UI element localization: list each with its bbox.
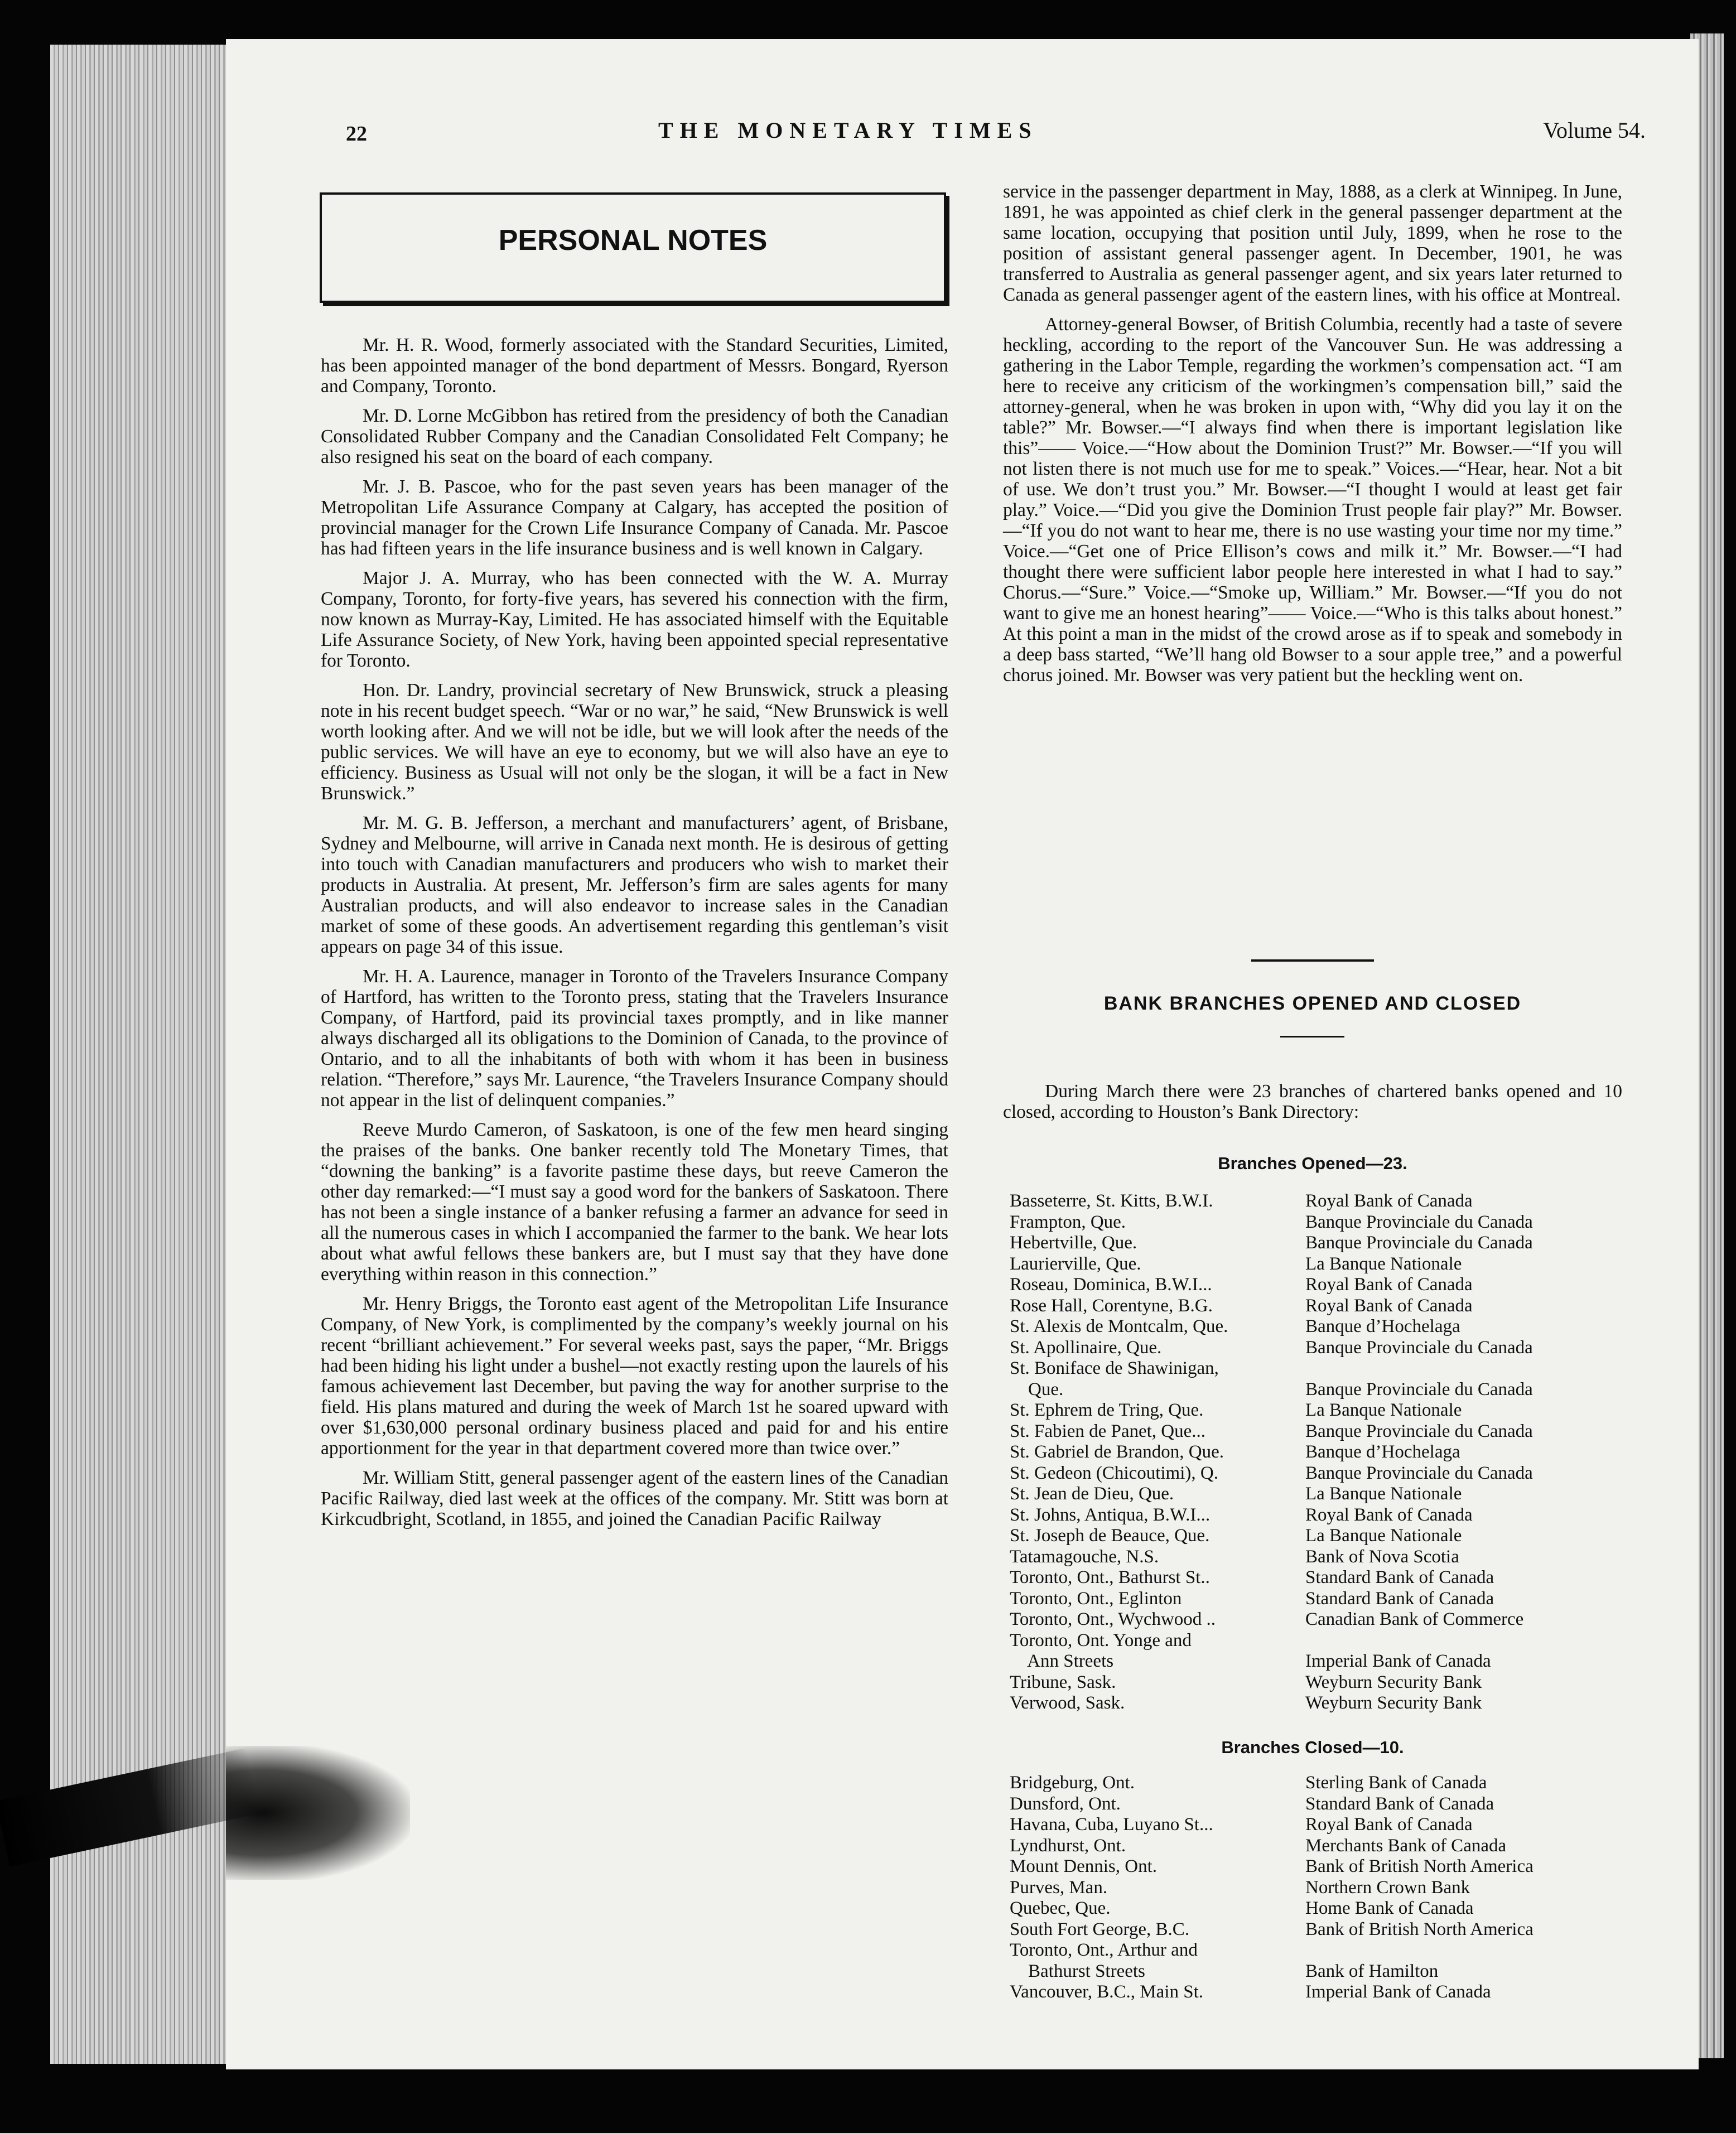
branch-row — [1010, 1233, 1690, 1254]
branch-place: St. Alexis de Montcalm, Que. — [1010, 1316, 1228, 1336]
branch-bank: Banque Provinciale du Canada — [1305, 1212, 1533, 1232]
note-paragraph: Mr. M. G. B. Jefferson, a merchant and manufacturers’ agent, of Brisbane, Sydney and Melbourne, will arrive in Canada next month. He is desirous of getting into touch with Canadian manufacturers and producers who wish to market their products in Australia. At present, Mr. Jefferson’s firm are sales agents for many Australian products, and will also endeavor to increase sales in the Canadian market of some of these goods. An advertisement regarding this gentleman’s visit appears on page 34 of this issue. — [321, 813, 948, 957]
personal-notes-heading: PERSONAL NOTES — [498, 224, 768, 257]
branch-bank: Bank of British North America — [1305, 1856, 1534, 1876]
branch-bank — [1305, 1940, 1690, 1961]
branches-closed-list — [1010, 1773, 1690, 2003]
branch-place: Purves, Man. — [1010, 1877, 1108, 1898]
note-paragraph: Hon. Dr. Landry, provincial secretary of New Brunswick, struck a pleasing note in his recent budget speech. “War or no war,” he said, “New Brunswick is well worth looking after. And we will not be idle, but we will look after the needs of the public services. We will have an eye to economy, but we will also have an eye to efficiency. Business as Usual will not only be the slogan, it will be a fact in New Brunswick.” — [321, 680, 948, 804]
note-paragraph: Mr. J. B. Pascoe, who for the past seven years has been manager of the Metropolitan Life Assurance Company at Calgary, has accepted the position of provincial manager for the Crown Life Insurance Company of Canada. Mr. Pascoe has had fifteen years in the life insurance business and is well known in Calgary. — [321, 476, 948, 559]
branch-row — [1010, 1421, 1690, 1442]
branch-place: Lyndhurst, Ont. — [1010, 1835, 1126, 1856]
branch-row — [1010, 1940, 1690, 1961]
branch-bank: Banque Provinciale du Canada — [1305, 1337, 1533, 1358]
branch-row — [1010, 1836, 1690, 1857]
branch-bank: Banque Provinciale du Canada — [1305, 1233, 1533, 1253]
branch-row — [1010, 1547, 1690, 1568]
branch-place: Frampton, Que. — [1010, 1212, 1126, 1232]
note-paragraph: Attorney-general Bowser, of British Columbia, recently had a taste of severe heckling, according to the report of the Vancouver Sun. He was addressing a gathering in the Labor Temple, regarding the workmen’s compensation act. “I am here to receive any criticism of the workingmen’s compensation bill,” said the attorney-general, when he was broken in upon with, “Why did you lay it on the table?” Mr. Bowser.—“I always find when there is important legislation like this”—— Voice.—“How about the Dominion Trust?” Mr. Bowser.—“If you will not listen there is not much use for me to speak.” Voices.—“Hear, hear. Not a bit of use. We don’t trust you.” Mr. Bowser.—“I thought I would at least get fair play.” Voice.—“Did you give the Dominion Trust people fair play?” Mr. Bowser.—“If you do not want to hear me, there is no use wasting your time nor my time.” Voice.—“Get one of Price Ellison’s cows and milk it.” Mr. Bowser.—“I had thought there were sufficient labor people here interested in what I had to say.” Chorus.—“Sure.” Voice.—“Smoke up, William.” Mr. Bowser.—“If you do not want to give me an honest hearing”—— Voice.—“Who is this talks about honest.” At this point a man in the midst of the crowd arose as if to speak and somebody in a deep bass started, “We’ll hang old Bowser to a sour apple tree,” and a powerful chorus joined. Mr. Bowser was very patient but the heckling went on. — [1003, 314, 1622, 686]
branch-bank: Weyburn Security Bank — [1305, 1672, 1482, 1692]
branch-row — [1010, 1794, 1690, 1815]
section-divider — [1251, 959, 1374, 962]
branch-row — [1010, 1379, 1690, 1401]
branch-row — [1010, 1400, 1690, 1421]
branch-bank: La Banque Nationale — [1305, 1484, 1462, 1504]
note-paragraph: Mr. D. Lorne McGibbon has retired from the presidency of both the Canadian Consolidated Rubber Company and the Canadian Consolidated Felt Company; he also resigned his seat on the board of each company. — [321, 406, 948, 467]
branch-place: Bathurst Streets — [1010, 1961, 1145, 1981]
left-column — [321, 335, 948, 1538]
note-paragraph: Reeve Murdo Cameron, of Saskatoon, is one of the few men heard singing the praises of the banks. One banker recently told The Monetary Times, that “downing the banking” is a favorite pastime these days, but reeve Cameron the other day remarked:—“I must say a good word for the bankers of Saskatoon. There has not been a single instance of a banker refusing a farmer an advance for seed in all the numerous cases in which I accompanied the farmer to the bank. We hear lots about what awful fellows these bankers are, but I must say that they have done everything within reason in this connection.” — [321, 1119, 948, 1285]
page-shadow — [226, 1746, 410, 1880]
branch-bank: Merchants Bank of Canada — [1305, 1835, 1507, 1856]
branch-place: Laurierville, Que. — [1010, 1253, 1141, 1274]
branch-place: St. Ephrem de Tring, Que. — [1010, 1400, 1204, 1420]
branch-row — [1010, 1589, 1690, 1610]
branch-place: Toronto, Ont., Wychwood .. — [1010, 1609, 1216, 1629]
branch-row — [1010, 1773, 1690, 1794]
branch-row — [1010, 1919, 1690, 1941]
branch-row — [1010, 1630, 1690, 1652]
page-number: 22 — [346, 122, 367, 146]
branch-row — [1010, 1982, 1690, 2003]
branch-bank: Canadian Bank of Commerce — [1305, 1609, 1524, 1629]
branch-bank: Standard Bank of Canada — [1305, 1793, 1494, 1814]
branch-bank: Imperial Bank of Canada — [1305, 1982, 1491, 2002]
branch-place: Roseau, Dominica, B.W.I... — [1010, 1275, 1212, 1295]
branch-bank: Standard Bank of Canada — [1305, 1588, 1494, 1609]
bank-branches-heading: BANK BRANCHES OPENED AND CLOSED — [1103, 993, 1522, 1014]
branch-row — [1010, 1693, 1690, 1714]
branch-row — [1010, 1961, 1690, 1982]
branch-row — [1010, 1212, 1690, 1233]
heading-underline — [1280, 1036, 1344, 1037]
branch-bank: Standard Bank of Canada — [1305, 1567, 1494, 1587]
branch-bank: Royal Bank of Canada — [1305, 1191, 1473, 1211]
branches-opened-list — [1010, 1191, 1690, 1714]
branch-place: Toronto, Ont., Arthur and — [1010, 1940, 1198, 1960]
branch-place: St. Gedeon (Chicoutimi), Q. — [1010, 1463, 1218, 1483]
branch-place: Toronto, Ont., Bathurst St.. — [1010, 1567, 1210, 1587]
branch-row — [1010, 1505, 1690, 1526]
branch-bank: La Banque Nationale — [1305, 1526, 1462, 1546]
branch-place: Ann Streets — [1010, 1651, 1114, 1671]
branch-row — [1010, 1254, 1690, 1275]
branch-place: St. Jean de Dieu, Que. — [1010, 1484, 1174, 1504]
publication-title: THE MONETARY TIMES — [658, 118, 1038, 143]
branch-row — [1010, 1651, 1690, 1672]
branch-row — [1010, 1815, 1690, 1836]
branch-row — [1010, 1463, 1690, 1484]
branch-bank: Banque Provinciale du Canada — [1305, 1421, 1533, 1441]
branch-bank: Bank of Hamilton — [1305, 1961, 1439, 1981]
branch-place: Quebec, Que. — [1010, 1898, 1111, 1918]
note-paragraph: Mr. H. R. Wood, formerly associated with the Standard Securities, Limited, has been appointed manager of the bond department of Messrs. Bongard, Ryerson and Company, Toronto. — [321, 335, 948, 397]
branch-bank: Imperial Bank of Canada — [1305, 1651, 1491, 1671]
branch-bank: La Banque Nationale — [1305, 1400, 1462, 1420]
branch-place: Verwood, Sask. — [1010, 1693, 1125, 1713]
branch-row — [1010, 1338, 1690, 1359]
branch-place: St. Gabriel de Brandon, Que. — [1010, 1442, 1224, 1462]
branch-place: South Fort George, B.C. — [1010, 1919, 1190, 1939]
branch-bank: Banque Provinciale du Canada — [1305, 1379, 1533, 1400]
branch-row — [1010, 1567, 1690, 1589]
branch-row — [1010, 1898, 1690, 1919]
branch-bank: Northern Crown Bank — [1305, 1877, 1470, 1898]
branch-place: St. Johns, Antiqua, B.W.I... — [1010, 1504, 1211, 1525]
branch-bank: Weyburn Security Bank — [1305, 1693, 1482, 1713]
branch-row — [1010, 1296, 1690, 1317]
volume-label: Volume 54. — [1543, 118, 1646, 143]
branch-bank — [1305, 1630, 1690, 1652]
branch-place: Tatamagouche, N.S. — [1010, 1546, 1159, 1567]
branch-bank: Bank of Nova Scotia — [1305, 1546, 1459, 1567]
branch-row — [1010, 1442, 1690, 1463]
branch-place: Vancouver, B.C., Main St. — [1010, 1982, 1203, 2002]
branch-bank: Sterling Bank of Canada — [1305, 1773, 1487, 1793]
branch-place: St. Fabien de Panet, Que... — [1010, 1421, 1206, 1441]
bank-branches-intro — [1003, 1081, 1622, 1122]
branch-bank: Banque d’Hochelaga — [1305, 1316, 1460, 1336]
branch-bank — [1305, 1358, 1690, 1379]
page-header — [346, 117, 1646, 151]
branch-bank: Banque Provinciale du Canada — [1305, 1463, 1533, 1483]
branch-place: Bridgeburg, Ont. — [1010, 1773, 1135, 1793]
branch-place: Mount Dennis, Ont. — [1010, 1856, 1157, 1876]
branch-row — [1010, 1609, 1690, 1630]
branch-bank: Royal Bank of Canada — [1305, 1295, 1473, 1316]
branch-bank: Home Bank of Canada — [1305, 1898, 1474, 1918]
branch-place: Hebertville, Que. — [1010, 1233, 1137, 1253]
note-paragraph: Mr. H. A. Laurence, manager in Toronto of the Travelers Insurance Company of Hartford, has written to the Toronto press, stating that the Travelers Insurance Company, of Hartford, paid its provincial taxes promptly, and in like manner always discharged all its obligations to the Dominion of Canada, to the province of Ontario, and to all the inhabitants of both with whom it has been in business relation. “Therefore,” says Mr. Laurence, “the Travelers Insurance Company should not appear in the list of delinquent companies.” — [321, 966, 948, 1111]
branch-place: Toronto, Ont., Eglinton — [1010, 1588, 1182, 1609]
branch-place: Havana, Cuba, Luyano St... — [1010, 1815, 1213, 1835]
branch-bank: Banque d’Hochelaga — [1305, 1442, 1460, 1462]
branch-place: Toronto, Ont. Yonge and — [1010, 1630, 1192, 1651]
branch-bank: Royal Bank of Canada — [1305, 1815, 1473, 1835]
note-paragraph: Mr. Henry Briggs, the Toronto east agent of the Metropolitan Life Insurance Company, of New York, is complimented by the company’s weekly journal on his recent “brilliant achievement.” For several weeks past, says the paper, “Mr. Briggs had been hiding his light under a bushel—not exactly resting upon the laurels of his famous achievement last December, but paving the way for another surprise to the field. His plans matured and during the week of March 1st he soared upward with over $1,630,000 personal ordinary business placed and paid for and his entire apportionment for the year in that department covered more than twice over.” — [321, 1294, 948, 1459]
personal-notes-heading-box — [320, 192, 946, 303]
branches-opened-heading: Branches Opened—23. — [1218, 1154, 1407, 1173]
branch-row — [1010, 1275, 1690, 1296]
note-paragraph: Major J. A. Murray, who has been connected with the W. A. Murray Company, Toronto, for forty-five years, has severed his connection with the firm, now known as Murray-Kay, Limited. He has associated himself with the Equitable Life Assurance Society, of New York, having been appointed special representative for Toronto. — [321, 568, 948, 671]
branch-row — [1010, 1878, 1690, 1899]
branch-row — [1010, 1672, 1690, 1693]
branches-closed-heading: Branches Closed—10. — [1221, 1738, 1404, 1757]
magazine-page — [226, 39, 1699, 2069]
branch-place: St. Boniface de Shawinigan, — [1010, 1358, 1219, 1378]
branch-place: St. Joseph de Beauce, Que. — [1010, 1526, 1210, 1546]
branch-row — [1010, 1316, 1690, 1338]
branch-place: Basseterre, St. Kitts, B.W.I. — [1010, 1191, 1213, 1211]
branch-row — [1010, 1526, 1690, 1547]
branch-place: St. Apollinaire, Que. — [1010, 1337, 1162, 1358]
branch-row — [1010, 1484, 1690, 1505]
branch-place: Rose Hall, Corentyne, B.G. — [1010, 1295, 1213, 1316]
branch-row — [1010, 1191, 1690, 1212]
branch-bank: Bank of British North America — [1305, 1919, 1534, 1939]
branch-row — [1010, 1856, 1690, 1878]
continued-paragraph: service in the passenger department in May, 1888, as a clerk at Winnipeg. In June, 1891, he was appointed as chief clerk in the general passenger department at the same location, occupying that position until July, 1899, when he rose to the position of assistant general passenger agent. In December, 1901, he was transferred to Australia as general passenger agent, and six years later returned to Canada as general passenger agent of the eastern lines, with his office at Montreal. — [1003, 181, 1622, 305]
branch-bank: Royal Bank of Canada — [1305, 1504, 1473, 1525]
branch-place: Que. — [1010, 1379, 1064, 1400]
branch-place: Dunsford, Ont. — [1010, 1793, 1121, 1814]
intro-text: During March there were 23 branches of chartered banks opened and 10 closed, according to Houston’s Bank Directory: — [1003, 1081, 1622, 1122]
note-paragraph: Mr. William Stitt, general passenger agent of the eastern lines of the Canadian Pacific Railway, died last week at the offices of the company. Mr. Stitt was born at Kirkcudbright, Scotland, in 1855, and joined the Canadian Pacific Railway — [321, 1468, 948, 1529]
branch-place: Tribune, Sask. — [1010, 1672, 1116, 1692]
branch-row — [1010, 1358, 1690, 1379]
branch-bank: La Banque Nationale — [1305, 1253, 1462, 1274]
branch-bank: Royal Bank of Canada — [1305, 1275, 1473, 1295]
right-column — [1003, 181, 1622, 694]
